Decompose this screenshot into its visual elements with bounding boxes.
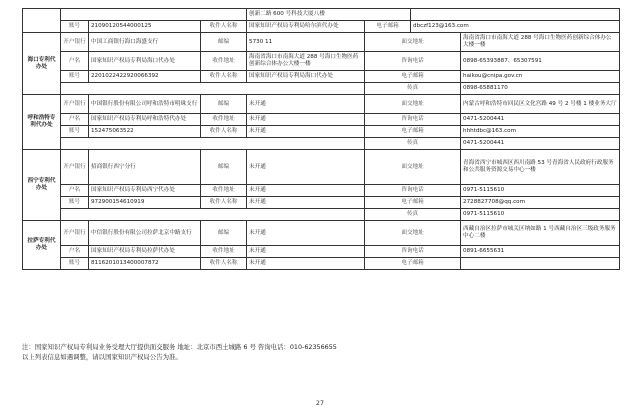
office-name: 海口专利代办处 <box>23 33 61 95</box>
email-value: hhhtdbc@163.com <box>461 126 620 138</box>
office-name: 西宁专利代办处 <box>23 150 61 221</box>
table-row: 账号 21090120544000125 收件人名称 国家知识产权局专利局哈尔滨代办处 电子邮箱 dbczf123@163.com <box>23 21 620 33</box>
postcode-value: 未开通 <box>247 221 365 246</box>
table-row: 账号 152475063522 收件人名称 未开通 电子邮箱 hhhtdbc@163.com <box>23 126 620 138</box>
email-value <box>461 258 620 270</box>
table-row: 呼和浩特专利代办处 开户银行 中国银行股份有限公司呼和浩特市明珠支行 邮编 未开通 面交地址 内蒙古呼和浩特市回民区文化宫路 49 号 2 号楼 1 楼业务大厅 <box>23 95 620 114</box>
table-row: 户名 国家知识产权局专利局海口代办处 收件地址 海南省海口市南海大道 288 号海口生物医药创新综合体办公大楼一楼 咨询电话 0898-65393887、65307591 <box>23 52 620 71</box>
holder-value: 国家知识产权局专利局拉萨代办处 <box>89 246 201 258</box>
table-row: 西宁专利代办处 开户银行 招商银行西宁分行 邮编 未开通 面交地址 青海省西宁市城西区西川南路 53 号青海省人民政府行政服务和公共服务资源交易中心一楼 <box>23 150 620 185</box>
recipient-value: 国家知识产权局专利局海口代办处 <box>247 71 365 83</box>
footnote-line: 注：国家知识产权局专利局业务受理大厅提供面交服务 地址：北京市西土城路 6 号 咨询电话：010-62356655 <box>22 343 337 351</box>
holder-value: 国家知识产权局专利局呼和浩特代办处 <box>89 114 201 126</box>
office-name: 拉萨专利代办处 <box>23 221 61 270</box>
fax-value: 0971-5115610 <box>461 209 620 221</box>
hotline-value: 0971-5115610 <box>461 185 620 197</box>
hotline-value: 0471-5200441 <box>461 114 620 126</box>
table-row: 户名 国家知识产权局专利局呼和浩特代办处 收件地址 未开通 咨询电话 0471-5200441 <box>23 114 620 126</box>
table-row: 传真 0971-5115610 <box>23 209 620 221</box>
table-row: 传真 0898-65881170 <box>23 83 620 95</box>
table-row <box>23 9 620 21</box>
hotline-value: 0891-6655631 <box>461 246 620 258</box>
recv-address-value: 海南省海口市南海大道 288 号海口生物医药创新综合体办公大楼一楼 <box>247 52 365 71</box>
recipient-value: 未开通 <box>247 258 365 270</box>
page-number: 27 <box>315 399 325 407</box>
service-address-value: 青海省西宁市城西区西川南路 53 号青海省人民政府行政服务和公共服务资源交易中心一楼 <box>461 150 620 185</box>
account-value: 2201022422920066392 <box>89 71 201 83</box>
table-row: 账号 8116201013400007872 收件人名称 未开通 电子邮箱 <box>23 258 620 270</box>
account-value: 21090120544000125 <box>89 21 201 33</box>
table-row: 账号 972900154610919 收件人名称 未开通 电子邮箱 2728827708@qq.com <box>23 197 620 209</box>
email-value: dbczf123@163.com <box>411 21 620 33</box>
service-address-value: 内蒙古呼和浩特市回民区文化宫路 49 号 2 号楼 1 楼业务大厅 <box>461 95 620 114</box>
office-name: 呼和浩特专利代办处 <box>23 95 61 150</box>
table-row: 账号 2201022422920066392 收件人名称 国家知识产权局专利局海口代办处 电子邮箱 haikou@cnipa.gov.cn <box>23 71 620 83</box>
table-row: 户名 国家知识产权局专利局西宁代办处 收件地址 未开通 咨询电话 0971-5115610 <box>23 185 620 197</box>
table-row: 拉萨专利代办处 开户银行 中信银行股份有限公司拉萨北京中路支行 邮编 未开通 面交地址 西藏自治区拉萨市城关区纳如路 1 号西藏自治区三级政务服务中心二楼 <box>23 221 620 246</box>
fax-value: 0471-5200441 <box>461 138 620 150</box>
bank-value: 招商银行西宁分行 <box>89 150 201 185</box>
service-address-value: 海南省海口市南海大道 288 号海口生物医药创新综合体办公大楼一楼 <box>461 33 620 52</box>
bank-value: 中信银行股份有限公司拉萨北京中路支行 <box>89 221 201 246</box>
email-value: 2728827708@qq.com <box>461 197 620 209</box>
service-address-value: 西藏自治区拉萨市城关区纳如路 1 号西藏自治区三级政务服务中心二楼 <box>461 221 620 246</box>
account-value: 152475063522 <box>89 126 201 138</box>
table-row: 户名 国家知识产权局专利局拉萨代办处 收件地址 未开通 咨询电话 0891-6655631 <box>23 246 620 258</box>
holder-value: 国家知识产权局专利局西宁代办处 <box>89 185 201 197</box>
recipient-value: 国家知识产权局专利局哈尔滨代办处 <box>247 21 365 33</box>
bank-value: 中国工商银行海口海盛支行 <box>89 33 201 52</box>
agency-table <box>22 8 620 270</box>
email-value: haikou@cnipa.gov.cn <box>461 71 620 83</box>
postcode-value: 未开通 <box>247 150 365 185</box>
postcode-value: 5730 11 <box>247 33 365 52</box>
recv-address-value: 未开通 <box>247 114 365 126</box>
account-value: 8116201013400007872 <box>89 258 201 270</box>
recipient-value: 未开通 <box>247 126 365 138</box>
fax-value: 0898-65881170 <box>461 83 620 95</box>
address-continuation: 创新二路 600 号科技大厦八楼 <box>247 9 411 21</box>
recv-address-value: 未开通 <box>247 185 365 197</box>
bank-value: 中国银行股份有限公司呼和浩特市明珠支行 <box>89 95 201 114</box>
holder-value: 国家知识产权局专利局海口代办处 <box>89 52 201 71</box>
account-value: 972900154610919 <box>89 197 201 209</box>
recipient-value: 未开通 <box>247 197 365 209</box>
hotline-value: 0898-65393887、65307591 <box>461 52 620 71</box>
table-row: 海口专利代办处 开户银行 中国工商银行海口海盛支行 邮编 5730 11 面交地址 海南省海口市南海大道 288 号海口生物医药创新综合体办公大楼一楼 <box>23 33 620 52</box>
recv-address-value: 未开通 <box>247 246 365 258</box>
footnote-line: 以上列表信息如遇调整，请以国家知识产权局公告为准。 <box>22 353 182 361</box>
postcode-value: 未开通 <box>247 95 365 114</box>
table-row: 传真 0471-5200441 <box>23 138 620 150</box>
